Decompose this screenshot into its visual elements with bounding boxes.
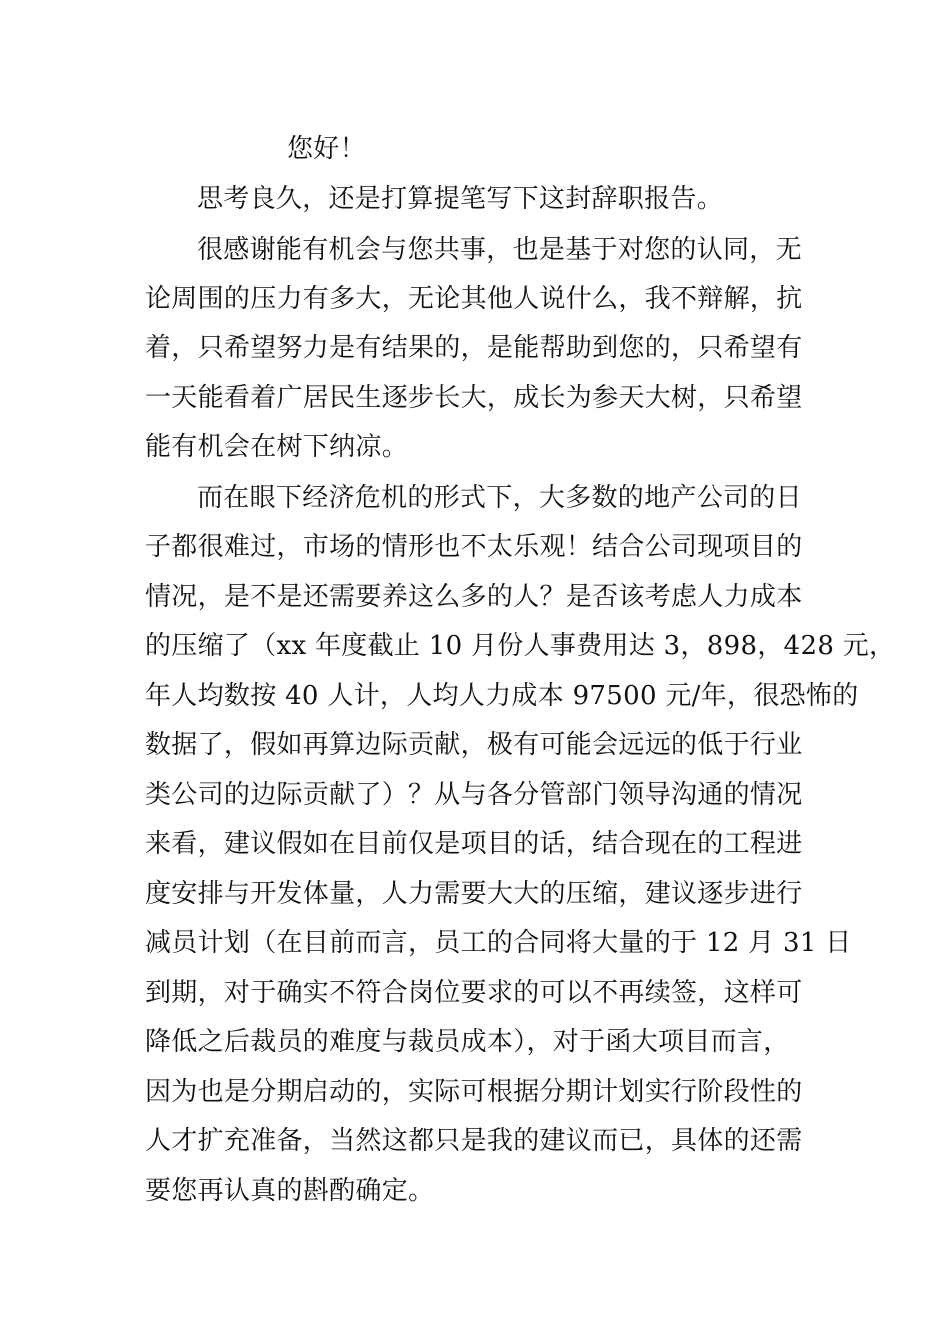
paragraph-line: 因为也是分期启动的，实际可根据分期计划实行阶段性的 [145, 1077, 803, 1107]
paragraph-line: 类公司的边际贡献了）？从与各分管部门领导沟通的情况 [145, 780, 803, 810]
paragraph-line: 降低之后裁员的难度与裁员成本），对于函大项目而言， [145, 1027, 790, 1057]
greeting: 您好！ [287, 134, 366, 164]
paragraph-line: 度安排与开发体量，人力需要大大的压缩，建议逐步进行 [145, 879, 803, 909]
paragraph-line: 能有机会在树下纳凉。 [145, 432, 409, 462]
paragraph-line: 数据了，假如再算边际贡献，极有可能会远远的低于行业 [145, 730, 803, 760]
paragraph-line: 情况，是不是还需要养这么多的人？是否该考虑人力成本 [145, 582, 803, 612]
paragraph-line: 而在眼下经济危机的形式下，大多数的地产公司的日 [197, 483, 802, 513]
paragraph-line: 来看，建议假如在目前仅是项目的话，结合现在的工程进 [145, 829, 803, 859]
paragraph-line: 年人均数按 40 人计，人均人力成本 97500 元/年，很恐怖的 [145, 681, 859, 711]
paragraph-line: 的压缩了（xx 年度截止 10 月份人事费用达 3，898，428 元， [145, 631, 896, 661]
paragraph-line: 子都很难过，市场的情形也不太乐观！结合公司现项目的 [145, 532, 803, 562]
paragraph-line: 一天能看着广居民生逐步长大，成长为参天大树，只希望 [145, 383, 803, 413]
paragraph-line: 很感谢能有机会与您共事，也是基于对您的认同，无 [197, 235, 802, 265]
paragraph-line: 减员计划（在目前而言，员工的合同将大量的于 12 月 31 日 [145, 928, 852, 958]
paragraph-line: 着，只希望努力是有结果的，是能帮助到您的，只希望有 [145, 333, 803, 363]
paragraph-line: 思考良久，还是打算提笔写下这封辞职报告。 [197, 184, 724, 214]
paragraph-line: 论周围的压力有多大，无论其他人说什么，我不辩解，抗 [145, 284, 803, 314]
paragraph-line: 人才扩充准备，当然这都只是我的建议而已，具体的还需 [145, 1126, 803, 1156]
paragraph-line: 到期，对于确实不符合岗位要求的可以不再续签，这样可 [145, 978, 803, 1008]
paragraph-line: 要您再认真的斟酌确定。 [145, 1176, 435, 1206]
